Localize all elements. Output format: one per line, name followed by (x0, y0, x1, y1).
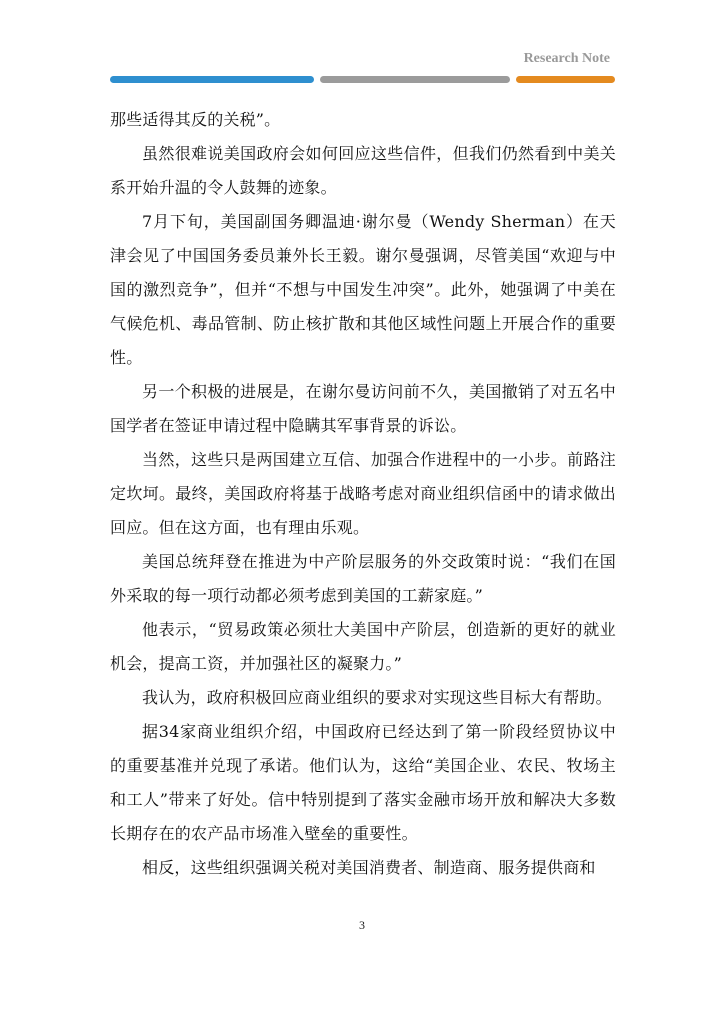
paragraph: 我认为，政府积极回应商业组织的要求对实现这些目标大有帮助。 (142, 688, 612, 707)
paragraph: 据34家商业组织介绍，中国政府已经达到了第一阶段经贸协议中的重要基准并兑现了承诺。他们认为，这给“美国企业、农民、牧场主和工人”带来了好处。信中特别提到了落实金融市场开放和解决大多数长期存在的农产品市场准入壁垒的重要性。 (110, 722, 616, 843)
paragraph: 相反，这些组织强调关税对美国消费者、制造商、服务提供商和 (142, 858, 596, 877)
paragraph: 美国总统拜登在推进为中产阶层服务的外交政策时说：“我们在国外采取的每一项行动都必须考虑到美国的工薪家庭。” (110, 552, 616, 605)
article-body (110, 103, 616, 885)
header-bar-blue (110, 76, 314, 83)
paragraph: 7月下旬，美国副国务卿温迪·谢尔曼（Wendy Sherman）在天津会见了中国国务委员兼外长王毅。谢尔曼强调，尽管美国“欢迎与中国的激烈竞争”，但并“不想与中国发生冲突”。此外，她强调了中美在气候危机、毒品管制、防止核扩散和其他区域性问题上开展合作的重要性。 (110, 212, 616, 367)
header-bar-gray (320, 76, 510, 83)
paragraph: 那些适得其反的关税”。 (110, 110, 281, 129)
paragraph: 另一个积极的进展是，在谢尔曼访问前不久，美国撤销了对五名中国学者在签证申请过程中隐瞒其军事背景的诉讼。 (110, 382, 616, 435)
header-label: Research Note (523, 51, 610, 66)
paragraph: 他表示，“贸易政策必须壮大美国中产阶层，创造新的更好的就业机会，提高工资，并加强社区的凝聚力。” (110, 620, 616, 673)
page-number: 3 (359, 918, 365, 932)
paragraph: 当然，这些只是两国建立互信、加强合作进程中的一小步。前路注定坎坷。最终，美国政府将基于战略考虑对商业组织信函中的请求做出回应。但在这方面，也有理由乐观。 (110, 450, 616, 537)
header-bar-orange (516, 76, 615, 83)
paragraph: 虽然很难说美国政府会如何回应这些信件，但我们仍然看到中美关系开始升温的令人鼓舞的迹象。 (110, 144, 616, 197)
